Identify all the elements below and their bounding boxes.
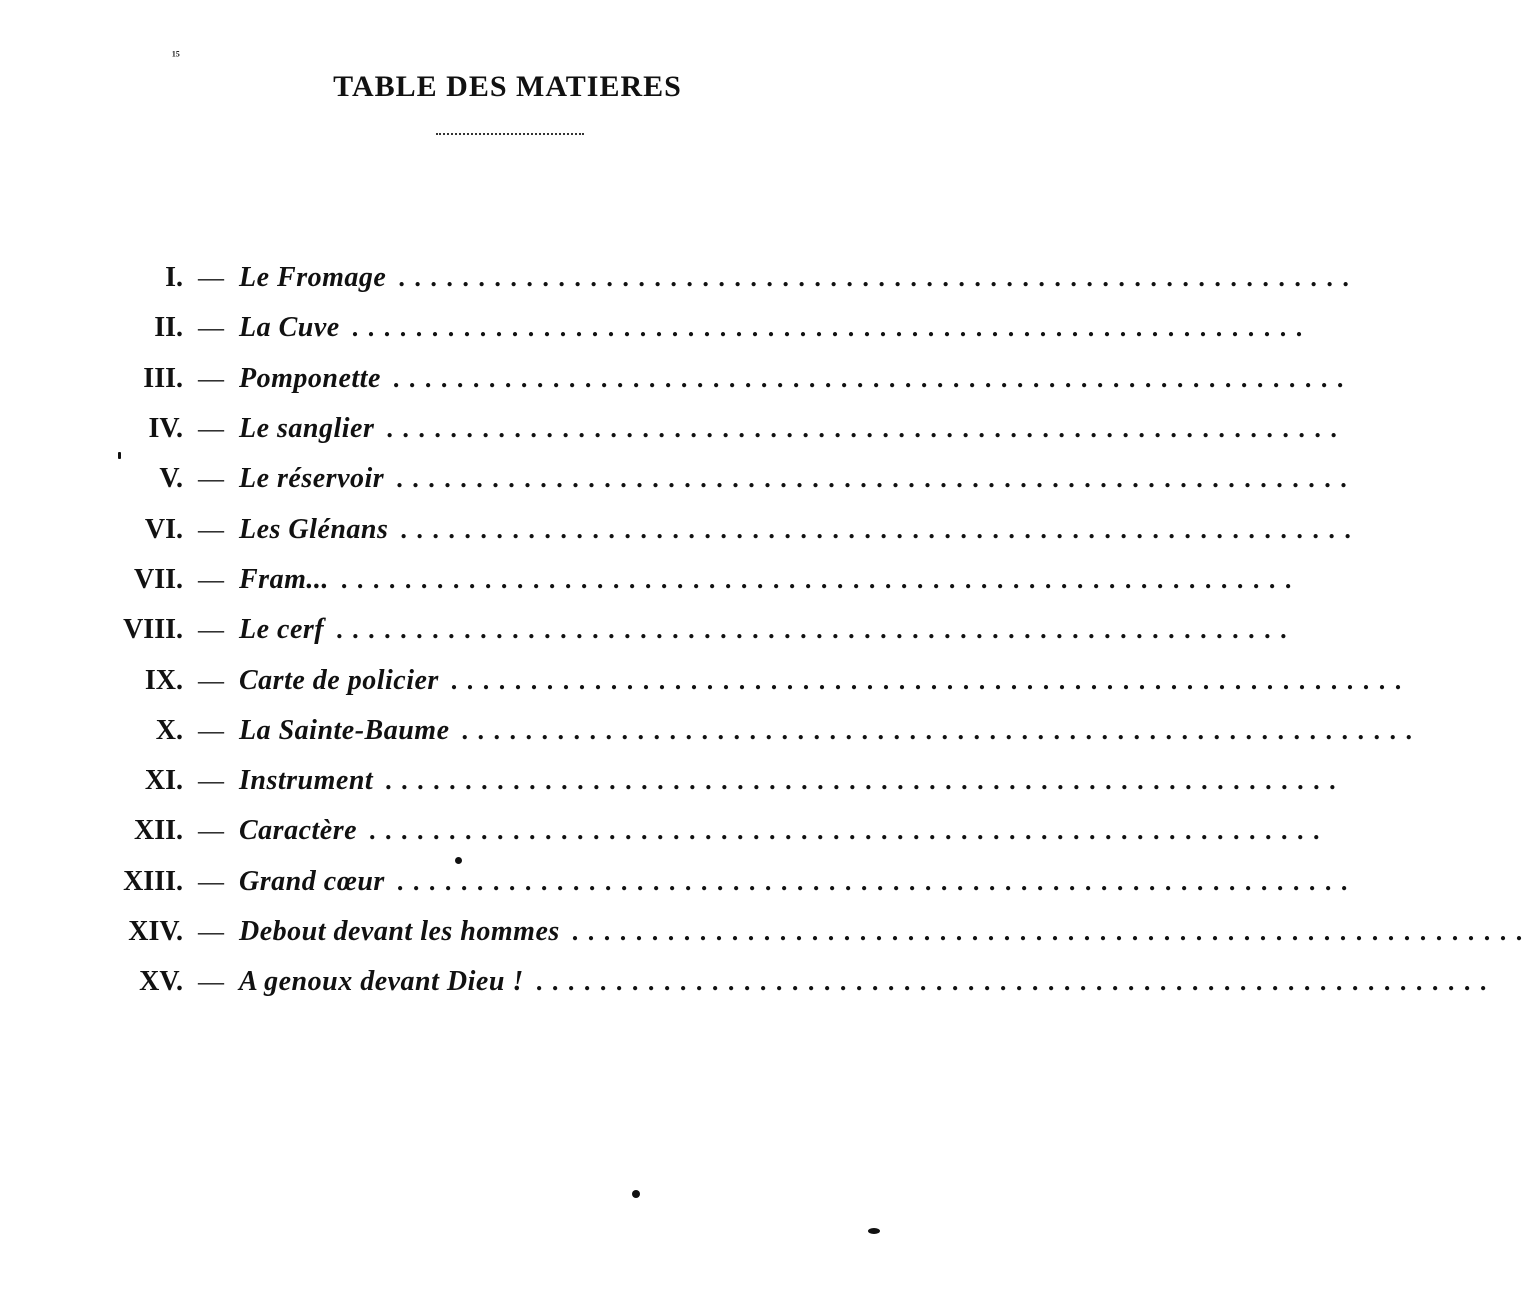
toc-entry-dash: — (198, 967, 224, 997)
toc-dot-leader: ............................................................ (396, 464, 1357, 494)
toc-entry-title: La Cuve (239, 312, 340, 344)
toc-entry-title: Grand cœur (239, 865, 385, 897)
print-speck (868, 1228, 880, 1234)
page-number-mark: ¹⁵ (172, 48, 180, 63)
toc-entry-dash: — (198, 917, 224, 946)
toc-entry-title: Fram... (239, 563, 329, 595)
toc-dot-leader: ............................................................ (351, 313, 1312, 343)
toc-entry-dash: — (198, 414, 224, 444)
toc-entry (0, 706, 1422, 756)
print-speck (632, 1190, 640, 1198)
toc-entry-title: Carte de policier (239, 664, 439, 696)
toc-entry-dash: — (198, 615, 224, 645)
title-divider (436, 133, 584, 135)
toc-entry-number: XV. (139, 966, 183, 998)
toc-dot-leader: ............................................................ (392, 363, 1353, 393)
toc-dot-leader: ............................................................ (571, 917, 1532, 946)
toc-entry-title: Debout devant les hommes (239, 916, 560, 947)
toc-dot-leader: ............................................................ (461, 715, 1422, 745)
toc-entry-number: X. (155, 714, 183, 746)
toc-entry (0, 404, 1347, 454)
toc-entry-title: Instrument (239, 765, 374, 797)
toc-entry-title: La Sainte-Baume (239, 714, 450, 746)
toc-entry-number: II. (154, 312, 183, 344)
toc-entry-number: V. (159, 463, 183, 495)
toc-dot-leader: ............................................................ (398, 263, 1359, 293)
toc-entry-dash: — (198, 363, 224, 393)
page-title: TABLE DES MATIERES (333, 70, 682, 103)
toc-entry-number: IX. (144, 664, 183, 696)
toc-entry (0, 555, 1301, 605)
toc-entry-title: Caractère (239, 815, 358, 847)
toc-dot-leader: ............................................................ (450, 665, 1411, 695)
toc-entry-dash: — (198, 665, 224, 695)
toc-entry-number: XIV. (128, 916, 183, 947)
toc-entry (0, 303, 1312, 353)
toc-entry-dash: — (198, 816, 224, 846)
toc-entry-number: IV. (148, 413, 183, 445)
toc-entry (0, 907, 1532, 957)
table-of-contents (0, 253, 1532, 1007)
toc-entry-dash: — (198, 263, 224, 293)
toc-entry-dash: — (198, 715, 224, 745)
toc-entry-dash: — (198, 313, 224, 343)
toc-entry (0, 504, 1361, 554)
toc-dot-leader: ............................................................ (386, 414, 1347, 444)
print-speck (118, 452, 121, 459)
toc-entry (0, 756, 1346, 806)
toc-entry (0, 605, 1297, 655)
toc-dot-leader: ............................................................ (369, 816, 1330, 846)
toc-entry-number: XII. (133, 815, 183, 847)
toc-entry-number: XI. (144, 765, 183, 797)
toc-entry (0, 253, 1359, 303)
toc-entry (0, 655, 1411, 705)
toc-entry-dash: — (198, 766, 224, 796)
toc-dot-leader: ............................................................ (385, 766, 1346, 796)
toc-entry-title: Le réservoir (239, 463, 385, 495)
toc-entry-dash: — (198, 564, 224, 594)
print-speck (455, 857, 462, 864)
toc-entry (0, 354, 1353, 404)
toc-dot-leader: ............................................................ (400, 514, 1361, 544)
toc-entry-number: VII. (133, 563, 183, 595)
toc-entry-dash: — (198, 866, 224, 896)
toc-dot-leader: ............................................................ (535, 967, 1496, 997)
toc-entry-title: Le sanglier (239, 413, 375, 445)
toc-entry-dash: — (198, 464, 224, 494)
toc-entry-number: III. (143, 362, 183, 394)
toc-entry-number: VIII. (123, 614, 183, 646)
toc-entry (0, 857, 1357, 907)
toc-dot-leader: ............................................................ (336, 615, 1297, 645)
toc-entry (0, 806, 1330, 856)
toc-dot-leader: ............................................................ (340, 564, 1301, 594)
toc-dot-leader: ............................................................ (396, 866, 1357, 896)
toc-entry-title: Le Fromage (239, 262, 387, 294)
toc-entry (0, 957, 1496, 1007)
toc-entry-title: Les Glénans (239, 513, 389, 545)
toc-entry-title: Pomponette (239, 362, 381, 394)
toc-entry-title: A genoux devant Dieu ! (239, 966, 524, 998)
toc-entry-number: VI. (144, 513, 183, 545)
toc-entry-number: XIII. (123, 865, 183, 897)
toc-entry-number: I. (165, 262, 183, 294)
toc-entry (0, 454, 1357, 504)
toc-entry-title: Le cerf (239, 614, 325, 646)
toc-entry-dash: — (198, 514, 224, 544)
